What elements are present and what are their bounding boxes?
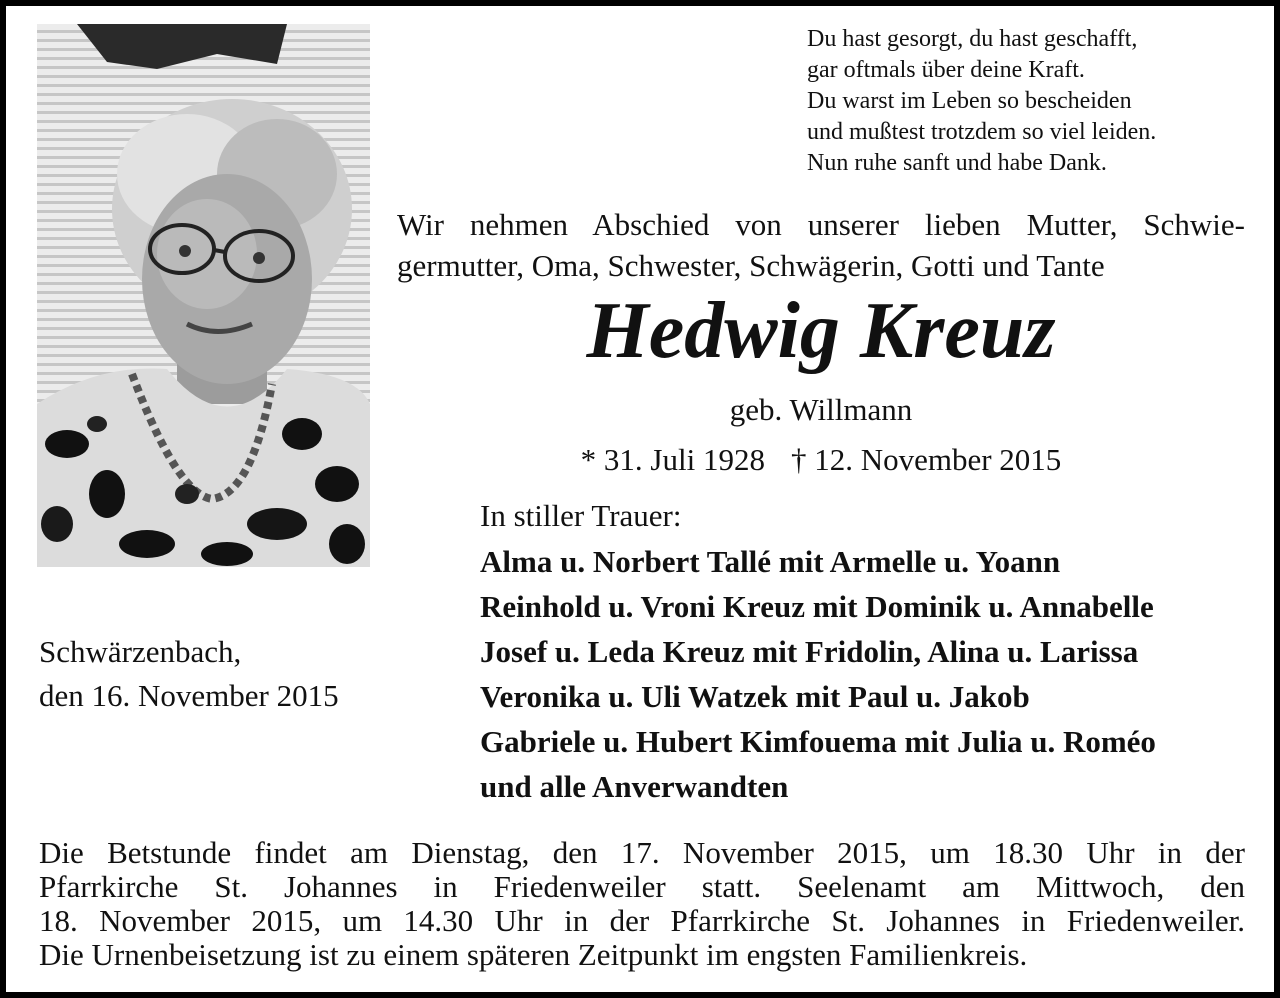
- mourners-list: [480, 539, 1250, 809]
- service-line: Die Urnenbeisetzung ist zu einem späteren Zeitpunkt im engsten Familienkreis.: [39, 937, 1028, 972]
- mourner-line: und alle Anverwandten: [480, 769, 789, 804]
- poem-line: Du hast gesorgt, du hast geschafft,: [807, 26, 1138, 52]
- poem-line: Nun ruhe sanft und habe Dank.: [807, 150, 1107, 176]
- poem: [807, 24, 1257, 179]
- service-line: Pfarrkirche St. Johannes in Friedenweiler statt. Seelenamt am Mittwoch, den: [39, 869, 1245, 904]
- service-line: 18. November 2015, um 14.30 Uhr in der Pfarrkirche St. Johannes in Friedenweiler.: [39, 903, 1245, 938]
- poem-line: Du warst im Leben so bescheiden: [807, 88, 1132, 114]
- poem-line: gar oftmals über deine Kraft.: [807, 57, 1085, 83]
- deceased-name: Hedwig Kreuz: [586, 287, 1056, 375]
- obituary-notice: [6, 6, 1274, 992]
- mourner-line: Gabriele u. Hubert Kimfouema mit Julia u. Roméo: [480, 724, 1156, 759]
- mourner-line: Veronika u. Uli Watzek mit Paul u. Jakob: [480, 679, 1030, 714]
- birth-date: * 31. Juli 1928: [580, 442, 765, 477]
- life-dates: [397, 440, 1245, 480]
- service-info: [39, 836, 1245, 972]
- mourners-heading: In stiller Trauer:: [480, 498, 682, 533]
- intro-line: germutter, Oma, Schwester, Schwägerin, Gotti und Tante: [397, 248, 1105, 283]
- portrait-image: [37, 24, 370, 567]
- mourner-line: Reinhold u. Vroni Kreuz mit Dominik u. Annabelle: [480, 589, 1154, 624]
- place-and-date: [39, 630, 339, 718]
- poem-line: und mußtest trotzdem so viel leiden.: [807, 119, 1157, 145]
- mourner-line: Josef u. Leda Kreuz mit Fridolin, Alina u. Larissa: [480, 634, 1139, 669]
- notice-date: den 16. November 2015: [39, 678, 339, 713]
- intro-line: Wir nehmen Abschied von unserer lieben Mutter, Schwie-: [397, 207, 1245, 242]
- death-date: † 12. November 2015: [790, 442, 1062, 477]
- mourner-line: Alma u. Norbert Tallé mit Armelle u. Yoann: [480, 544, 1061, 579]
- place: Schwärzenbach,: [39, 634, 242, 669]
- portrait-photo: [37, 24, 370, 567]
- intro-text: [397, 204, 1245, 286]
- service-line: Die Betstunde findet am Dienstag, den 17. November 2015, um 18.30 Uhr in der: [39, 835, 1245, 870]
- maiden-name: geb. Willmann: [729, 392, 913, 427]
